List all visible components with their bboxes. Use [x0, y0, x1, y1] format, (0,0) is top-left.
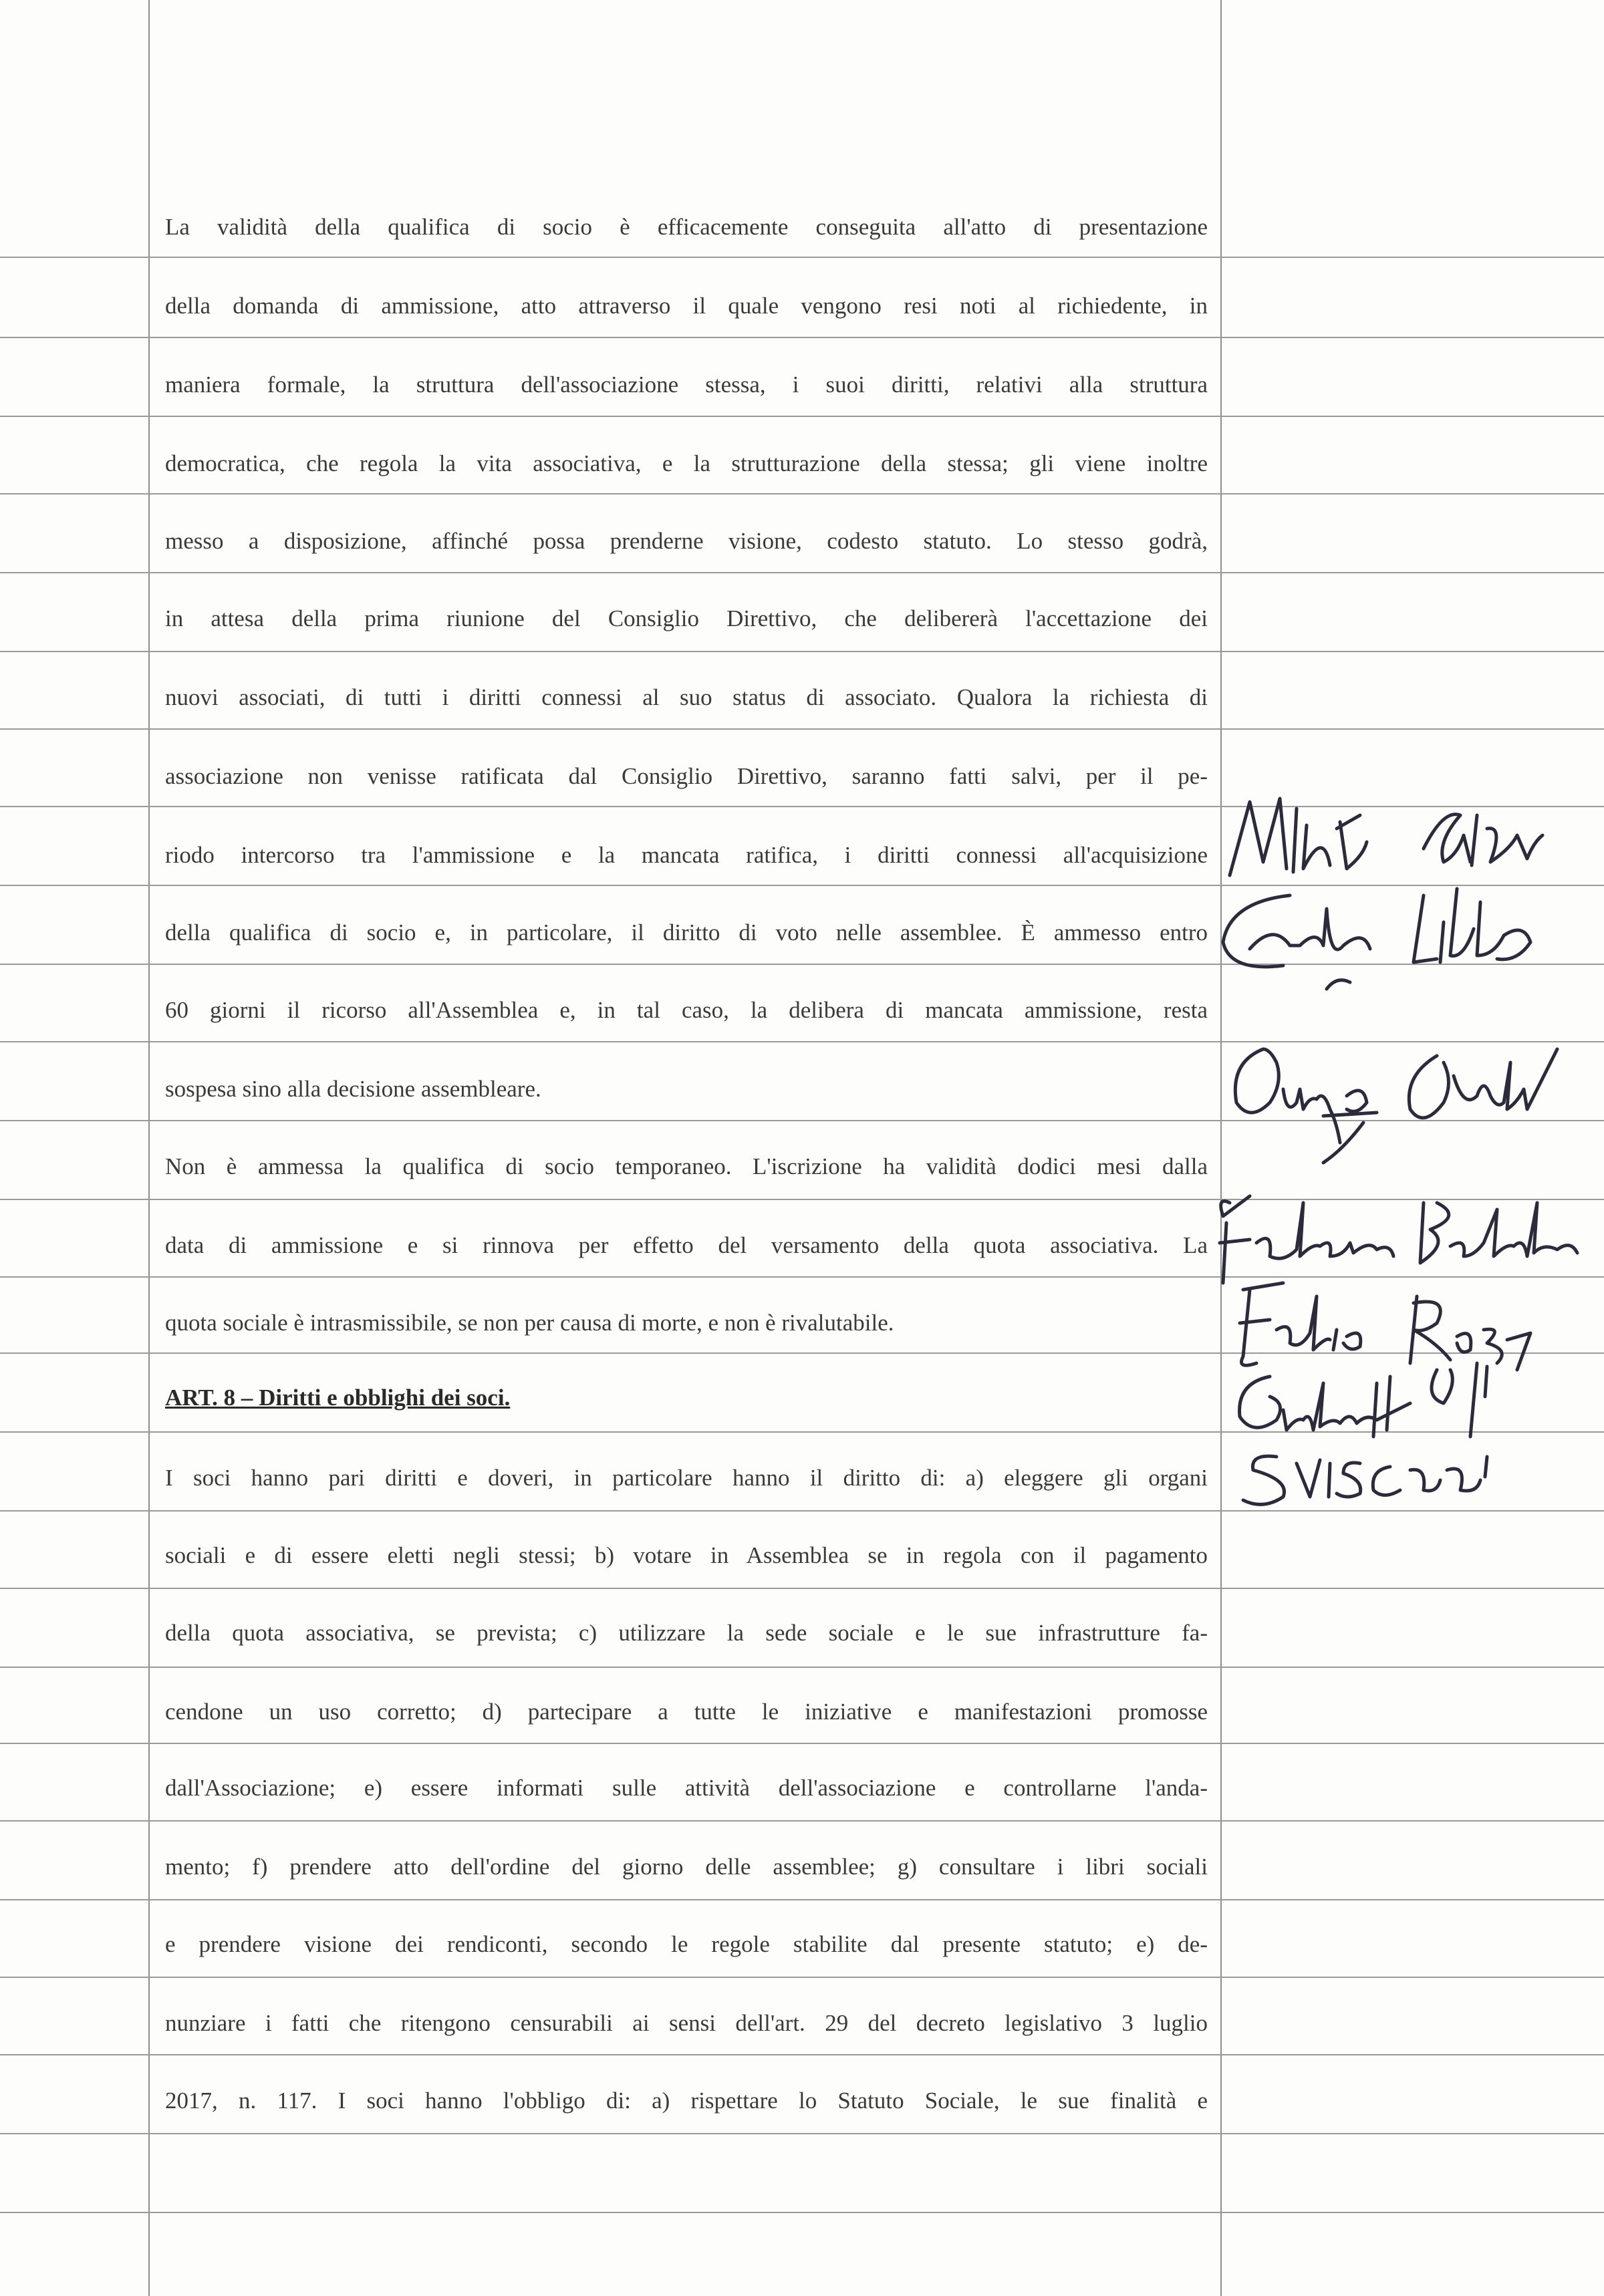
text-line: della quota associativa, se prevista; c) utilizzare la sede sociale e le sue infrastrutture fa-: [165, 1620, 1208, 1646]
article-heading: ART. 8 – Diritti e obblighi dei soci.: [165, 1385, 511, 1411]
ruled-line: [0, 651, 1604, 652]
text-line: Non è ammessa la qualifica di socio temporaneo. L'iscrizione ha validità dodici mesi dalla: [165, 1153, 1208, 1179]
text-line: mento; f) prendere atto dell'ordine del giorno delle assemblee; g) consultare i libri sociali: [165, 1854, 1208, 1880]
text-line: 60 giorni il ricorso all'Assemblea e, in tal caso, la delibera di mancata ammissione, resta: [165, 997, 1208, 1023]
ruled-line: [0, 728, 1604, 730]
text-line: della domanda di ammissione, atto attraverso il quale vengono resi noti al richiedente, in: [165, 293, 1208, 319]
left-margin-line: [148, 0, 150, 2296]
text-line: sociali e di essere eletti negli stessi; b) votare in Assemblea se in regola con il pagamento: [165, 1542, 1208, 1568]
ruled-line: [0, 416, 1604, 417]
signature-image: [1223, 1036, 1571, 1169]
signature-area: [1196, 768, 1584, 1503]
text-line: e prendere visione dei rendiconti, secondo le regole stabilite dal presente statuto; e) de-: [165, 1931, 1208, 1957]
text-line: nuovi associati, di tutti i diritti connessi al suo status di associato. Qualora la richiesta di: [165, 684, 1208, 710]
text-line: cendone un uso corretto; d) partecipare a tutte le iniziative e manifestazioni promosse: [165, 1699, 1208, 1725]
text-line: associazione non venisse ratificata dal Consiglio Direttivo, saranno fatti salvi, per il pe-: [165, 763, 1208, 789]
text-line: La validità della qualifica di socio è efficacemente conseguita all'atto di presentazione: [165, 214, 1208, 240]
text-line: 2017, n. 117. I soci hanno l'obbligo di: a) rispettare lo Statuto Sociale, le sue finalità e: [165, 2088, 1208, 2114]
signature-image: [1210, 882, 1544, 996]
text-line: maniera formale, la struttura dell'associazione stessa, i suoi diritti, relativi alla struttura: [165, 372, 1208, 398]
ruled-line: [0, 1588, 1604, 1589]
signature-image: [1223, 788, 1544, 889]
text-line: democratica, che regola la vita associativa, e la strutturazione della stessa; gli viene inoltre: [165, 450, 1208, 476]
signature-image: [1236, 1443, 1517, 1517]
ruled-line: [0, 257, 1604, 258]
text-line: riodo intercorso tra l'ammissione e la mancata ratifica, i diritti connessi all'acquisizione: [165, 842, 1208, 868]
ruled-line: [0, 1899, 1604, 1900]
signature-image: [1210, 1183, 1584, 1290]
ruled-line: [0, 1820, 1604, 1822]
text-line: I soci hanno pari diritti e doveri, in particolare hanno il diritto di: a) eleggere gli organi: [165, 1465, 1208, 1491]
ruled-line: [0, 1667, 1604, 1668]
signature-image: [1223, 1356, 1557, 1450]
ruled-line: [0, 572, 1604, 573]
text-line: in attesa della prima riunione del Consiglio Direttivo, che delibererà l'accettazione dei: [165, 605, 1208, 631]
text-line: nunziare i fatti che ritengono censurabili ai sensi dell'art. 29 del decreto legislativo 3 luglio: [165, 2010, 1208, 2036]
text-line: data di ammissione e si rinnova per effetto del versamento della quota associativa. La: [165, 1232, 1208, 1258]
text-line: dall'Associazione; e) essere informati sulle attività dell'associazione e controllarne l'anda-: [165, 1775, 1208, 1801]
text-line: sospesa sino alla decisione assembleare.: [165, 1076, 541, 1102]
text-line: quota sociale è intrasmissibile, se non per causa di morte, e non è rivalutabile.: [165, 1310, 894, 1336]
ruled-line: [0, 337, 1604, 338]
text-line: messo a disposizione, affinché possa prenderne visione, codesto statuto. Lo stesso godrà,: [165, 528, 1208, 554]
ruled-line: [0, 1977, 1604, 1978]
text-line: della qualifica di socio e, in particolare, il diritto di voto nelle assemblee. È ammesso entro: [165, 919, 1208, 946]
ruled-line: [0, 1743, 1604, 1744]
ruled-line: [0, 2133, 1604, 2134]
ruled-line: [0, 493, 1604, 494]
ruled-line: [0, 2054, 1604, 2055]
ruled-line: [0, 2212, 1604, 2213]
